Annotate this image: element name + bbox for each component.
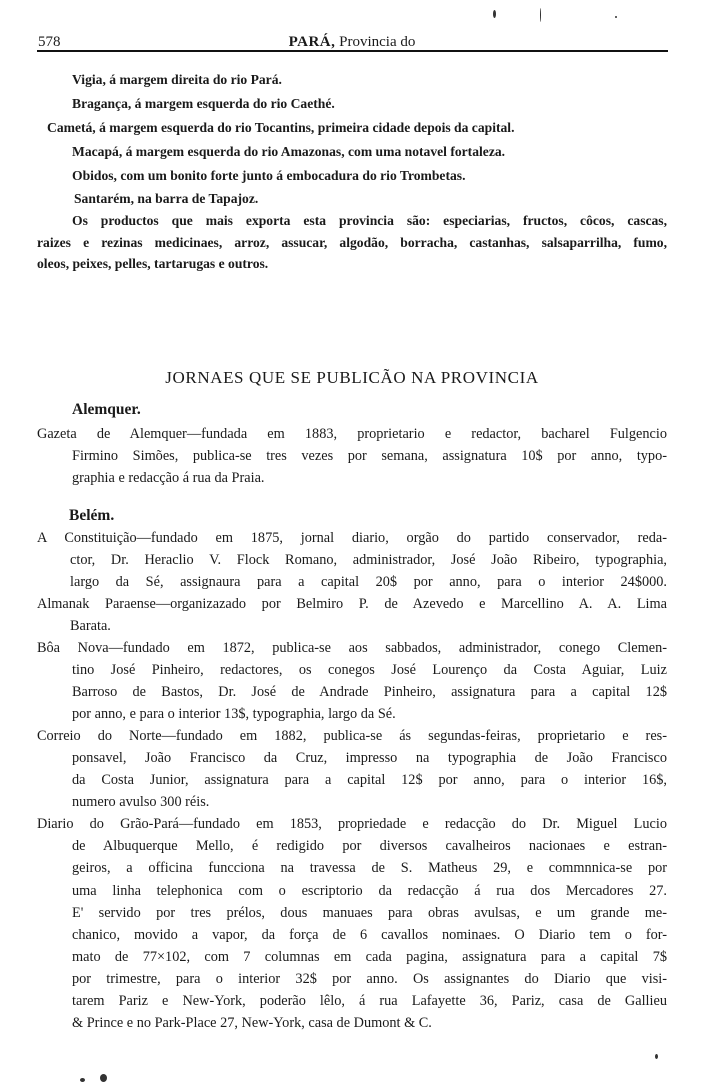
journal-entry-line: & Prince e no Park-Place 27, New-York, casa de Dumont & C. [72, 1015, 432, 1031]
scan-speck [80, 1078, 85, 1082]
running-header-rest: Provincia do [339, 34, 416, 50]
intro-line: Vigia, á margem direita do rio Pará. [72, 72, 282, 87]
scan-speck [615, 16, 617, 18]
page-number: 578 [38, 34, 61, 50]
journal-entry-line: largo da Sé, assignaura para a capital 20$ por anno, para o interior 24$000. [70, 574, 667, 590]
journal-entry-line: por trimestre, para o interior 32$ por anno. Os assignantes do Diario que visi- [72, 971, 667, 987]
city-heading-alemquer: Alemquer. [72, 401, 141, 418]
journal-entry-line: da Costa Junior, assignatura para a capital 12$ por anno, para o interior 16$, [72, 772, 667, 788]
journal-entry-first-line: A Constituição—fundado em 1875, jornal diario, orgão do partido conservador, reda- [37, 530, 667, 546]
intro-line: raizes e rezinas medicinaes, arroz, assucar, algodão, borracha, castanhas, salsaparrilha, fumo, [37, 235, 667, 250]
scan-speck [100, 1074, 107, 1082]
journal-entry-line: graphia e redacção á rua da Praia. [72, 470, 265, 486]
intro-line: Macapá, á margem esquerda do rio Amazonas, com uma notavel fortaleza. [72, 144, 506, 159]
section-title: JORNAES QUE SE PUBLICÃO NA PROVINCIA [165, 368, 539, 387]
intro-line: oleos, peixes, pelles, tartarugas e outros. [37, 256, 269, 271]
scan-speck [540, 8, 541, 22]
journal-entry-line: Firmino Simões, publica-se tres vezes por semana, assignatura 10$ por anno, typo- [72, 448, 667, 464]
city-heading-belem: Belém. [69, 507, 115, 524]
intro-line: Os productos que mais exporta esta provincia são: especiarias, fructos, côcos, cascas, [72, 213, 667, 228]
journal-entry-line: Barroso de Bastos, Dr. José de Andrade Pinheiro, assignatura para a capital 12$ [72, 684, 667, 700]
journal-entry-line: E' servido por tres prélos, dous manuaes para obras avulsas, e um grande me- [72, 905, 667, 921]
journal-entry-line: tarem Pariz e New-York, poderão lêlo, á rua Lafayette 36, Pariz, casa de Gallieu [72, 993, 667, 1009]
journal-entry-first-line: Gazeta de Alemquer—fundada em 1883, proprietario e redactor, bacharel Fulgencio [37, 426, 667, 442]
intro-line: Santarém, na barra de Tapajoz. [74, 191, 259, 206]
journal-entry-first-line: Almanak Paraense—organizazado por Belmiro P. de Azevedo e Marcellino A. A. Lima [37, 596, 667, 612]
journal-entry-first-line: Bôa Nova—fundado em 1872, publica-se aos sabbados, administrador, conego Clemen- [37, 640, 667, 656]
scan-speck [493, 10, 496, 18]
journal-entry-line: uma linha telephonica com o escriptorio da redacção á rua dos Mercadores 27. [72, 883, 667, 899]
journal-entry-line: chanico, movido a vapor, da força de 6 cavallos nominaes. O Diario tem o for- [72, 927, 667, 943]
journal-entry-line: tino José Pinheiro, redactores, os conegos José Lourenço da Costa Aguiar, Luiz [72, 662, 667, 678]
journal-entry-line: ponsavel, João Francisco da Cruz, impresso na typographia de João Francisco [72, 750, 667, 766]
journal-entry-line: mato de 77×102, com 7 columnas em cada pagina, assignatura para a capital 7$ [72, 949, 667, 965]
header-rule [37, 50, 668, 52]
journal-entry-line: ctor, Dr. Heraclio V. Flock Romano, administrador, José João Ribeiro, typographia, [70, 552, 667, 568]
intro-line: Cametá, á margem esquerda do rio Tocantins, primeira cidade depois da capital. [47, 120, 515, 135]
journal-entry-first-line: Diario do Grão-Pará—fundado em 1853, propriedade e redacção do Dr. Miguel Lucio [37, 816, 667, 832]
journal-entry-line: por anno, e para o interior 13$, typographia, largo da Sé. [72, 706, 396, 722]
intro-line: Bragança, á margem esquerda do rio Caethé. [72, 96, 335, 111]
journal-entry-line: de Albuquerque Mello, é redigido por diversos cavalheiros nacionaes e estran- [72, 838, 667, 854]
journal-entry-first-line: Correio do Norte—fundado em 1882, publica-se ás segundas-feiras, proprietario e res- [37, 728, 667, 744]
running-header-bold: PARÁ, [288, 34, 336, 50]
scan-speck [655, 1054, 658, 1059]
journal-entry-line: numero avulso 300 réis. [72, 794, 210, 810]
journal-entry-line: Barata. [70, 618, 111, 634]
journal-entry-line: geiros, a officina funcciona na travessa de S. Matheus 29, e commnnica-se por [72, 860, 667, 876]
intro-line: Obidos, com um bonito forte junto á embocadura do rio Trombetas. [72, 168, 466, 183]
